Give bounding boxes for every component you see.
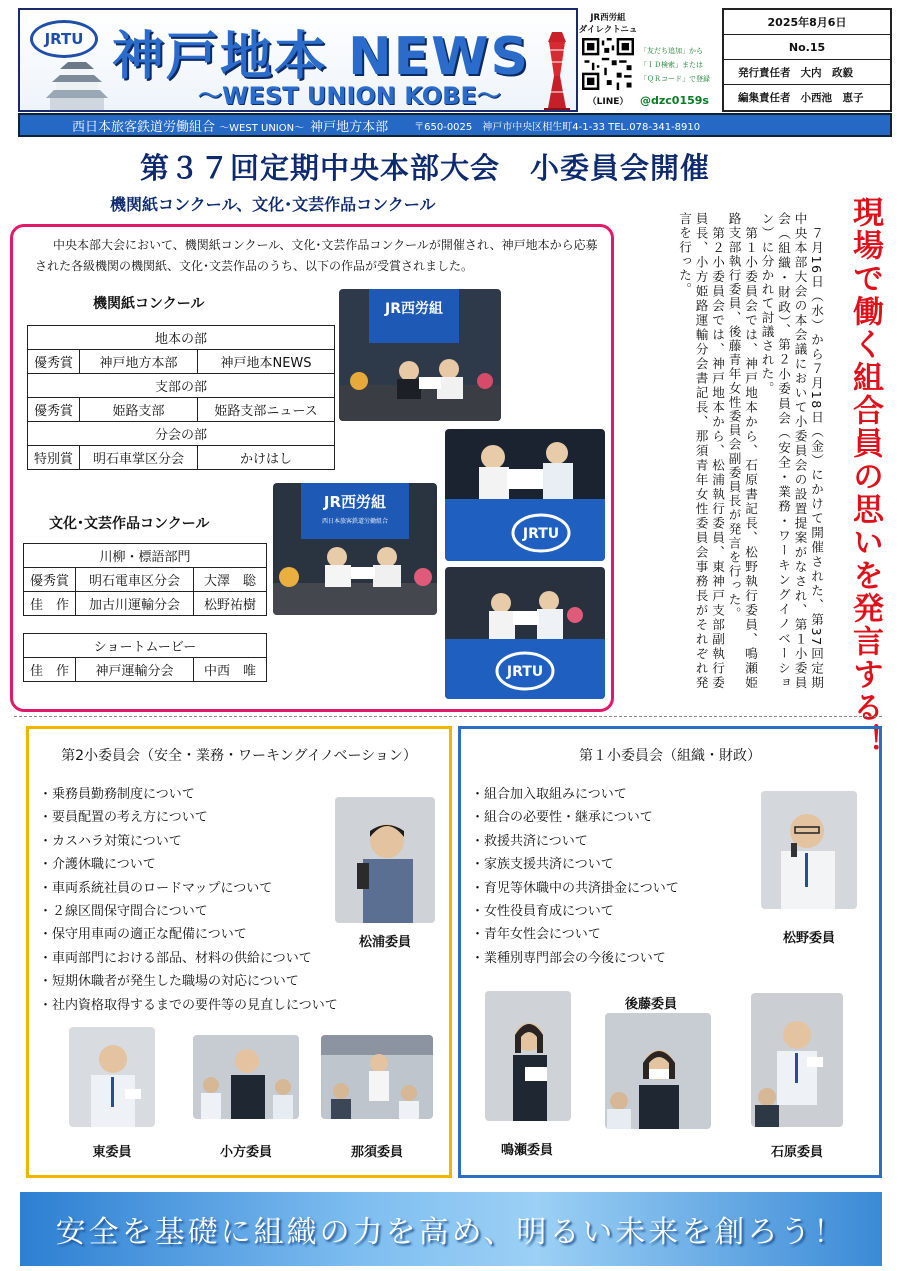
- publisher-row: [724, 60, 890, 85]
- member-photo-matsuno: [761, 791, 857, 909]
- qr-step-1: 「友だち追加」から: [640, 47, 703, 55]
- podium-logo-text-2: JRTU: [506, 664, 544, 680]
- member-name-ogata: 小方委員: [219, 1145, 272, 1160]
- award-photo-1: [339, 289, 501, 421]
- stage-banner-text: JR西労組: [385, 301, 443, 317]
- award-cell: 佳 作: [24, 592, 76, 616]
- topic-item: ・車両系統社員のロードマップについて: [39, 880, 273, 896]
- vertical-article: [624, 212, 824, 690]
- contest-intro: 中央本部大会において、機関紙コンクール、文化･文芸作品コンクールが開催され、神戸地本から応募された各級機関の機関紙、文化･文芸作品のうち、以下の作品が受賞されました。: [35, 238, 598, 273]
- stage-banner-subtext: 西日本旅客鉄道労働組合: [321, 518, 389, 525]
- work-cell: 姫路支部ニュース: [198, 398, 335, 422]
- contest-results-box: [10, 224, 614, 712]
- member-photo-ogata: [193, 1035, 299, 1119]
- publisher-name: 大内 政毅: [800, 66, 853, 79]
- article-paragraph-1: ７月16日（水）から７月18日（金）にかけて開催された、第37回定期中央本部大会の本会議において小委員会の設置提案がなされ、第１小委員会（組織・財政）、第２小委員会（安全・業務・ワーキングイノベーション）に分かれて討議された。: [759, 212, 824, 690]
- award-cell: 優秀賞: [28, 398, 80, 422]
- section-local: 分会の部: [28, 422, 335, 446]
- section-short-movie: ショートムービー: [24, 634, 267, 658]
- podium-logo-text: JRTU: [522, 526, 560, 542]
- line-label: （LINE）: [587, 97, 629, 107]
- member-photo-matsuura: [335, 797, 435, 923]
- qr-code[interactable]: [582, 38, 634, 90]
- newspaper-award-table: [27, 325, 335, 470]
- editor-row: [724, 85, 890, 110]
- member-photo-ishihara: [751, 993, 843, 1127]
- page-subheadline: 機関紙コンクール、文化･文芸作品コンクール: [110, 195, 436, 214]
- topic-item: ・短期休職者が発生した職場の対応について: [39, 974, 299, 990]
- issue-number: No.15: [724, 35, 890, 60]
- organization-bar: [18, 113, 892, 137]
- topic-item: ・業種別専門部会の今後について: [471, 950, 666, 966]
- vertical-slogan: 現場で働く組合員の思いを発言する！: [847, 196, 883, 757]
- topic-item: ・車両部門における部品、材料の供給について: [39, 950, 312, 966]
- work-cell: かけはし: [198, 446, 335, 470]
- qr-title-line1: JR西労組: [590, 13, 626, 23]
- committee-1-box: [458, 726, 882, 1178]
- port-tower-illustration: [540, 32, 574, 112]
- committee-1-title: 第１小委員会（組織・財政）: [579, 748, 761, 764]
- section-branch: 支部の部: [28, 374, 335, 398]
- author-cell: 松野祐樹: [194, 592, 267, 616]
- topic-item: ・乗務員勤務制度について: [39, 787, 195, 802]
- committee-1-topics: [471, 783, 679, 970]
- topic-item: ・組合加入取組みについて: [471, 787, 627, 802]
- masthead: [18, 8, 578, 112]
- address: 〒650-0025 神戸市中央区相生町4-1-33 TEL.078-341-8910: [414, 121, 701, 133]
- section-divider: [14, 716, 882, 717]
- line-id[interactable]: @dzc0159s: [640, 94, 709, 107]
- entrant-cell: 明石電車区分会: [76, 568, 194, 592]
- member-photo-goto: [605, 1013, 711, 1129]
- short-movie-award-table: [23, 633, 267, 682]
- topic-item: ・２線区間保守間合について: [39, 904, 208, 920]
- award-photo-3: [273, 483, 437, 615]
- entrant-cell: 神戸運輸分会: [76, 658, 194, 682]
- member-name-matsuura: 松浦委員: [358, 935, 411, 950]
- topic-item: ・青年女性会について: [471, 927, 601, 943]
- award-cell: 優秀賞: [28, 350, 80, 374]
- topic-item: ・女性役員育成について: [471, 904, 614, 920]
- masthead-title: 神戸地本 NEWS: [112, 27, 530, 87]
- member-name-higashi: 東委員: [92, 1145, 132, 1160]
- qr-step-2: 「ＩＤ検索」または: [640, 61, 703, 69]
- editor-label: 編集責任者: [738, 92, 791, 104]
- senryu-award-table: [23, 543, 267, 616]
- topic-item: ・組合の必要性・継承について: [471, 810, 653, 826]
- member-name-ishihara: 石原委員: [770, 1145, 823, 1160]
- entrant-cell: 神戸地方本部: [80, 350, 198, 374]
- member-photo-naruse: [485, 991, 571, 1121]
- topic-item: ・介護休職について: [39, 857, 156, 873]
- award-cell: 特別賞: [28, 446, 80, 470]
- committee-2-box: [26, 726, 452, 1178]
- committee-2-topics: [39, 783, 338, 1017]
- member-name-matsuno: 松野委員: [782, 931, 835, 946]
- topic-item: ・家族支援共済について: [471, 857, 614, 873]
- award-photo-2: [445, 429, 605, 561]
- topic-item: ・保守用車両の適正な配備について: [39, 927, 247, 943]
- article-paragraph-3: 第２小委員会では、神戸地本から、松浦執行委員、東神戸支部副執行委員長、小方姫路運輸分会書記長、那須青年女性委員会事務長がそれぞれ発言を行った。: [677, 212, 725, 690]
- culture-contest-title: 文化･文芸作品コンクール: [49, 516, 210, 532]
- castle-illustration: [42, 60, 112, 110]
- page-headline: 第３７回定期中央本部大会 小委員会開催: [140, 151, 711, 185]
- issue-info-box: [722, 8, 892, 112]
- author-cell: 中西 唯: [194, 658, 267, 682]
- entrant-cell: 加古川運輸分会: [76, 592, 194, 616]
- jrtu-logo: JRTU: [30, 20, 98, 58]
- author-cell: 大澤 聡: [194, 568, 267, 592]
- newspaper-contest-title: 機関紙コンクール: [93, 296, 205, 312]
- topic-item: ・救援共済について: [471, 833, 588, 849]
- entrant-cell: 姫路支部: [80, 398, 198, 422]
- topic-item: ・育児等休職中の共済掛金について: [471, 880, 679, 896]
- award-photo-4: [445, 567, 605, 699]
- issue-date: 2025年8月6日: [724, 10, 890, 35]
- headquarters-name: 神戸地方本部: [310, 119, 389, 135]
- org-name-text: 西日本旅客鉄道労働組合: [72, 119, 216, 135]
- member-name-goto: 後藤委員: [624, 997, 677, 1012]
- member-photo-nasu: [321, 1035, 433, 1119]
- stage-banner-text-2: JR西労組: [323, 493, 387, 511]
- qr-step-3: 「ＱＲコード」で登録: [640, 75, 710, 83]
- topic-item: ・要員配置の考え方について: [39, 810, 208, 826]
- award-cell: 佳 作: [24, 658, 76, 682]
- section-honbu: 地本の部: [28, 326, 335, 350]
- editor-name: 小西池 恵子: [800, 92, 864, 104]
- article-paragraph-2: 第１小委員会では、神戸地本から、石原書記長、松野執行委員、鳴瀬姫路支部執行委員、後藤青年女性委員会副委員長が発言を行った。: [726, 212, 758, 690]
- entrant-cell: 明石車掌区分会: [80, 446, 198, 470]
- publisher-label: 発行責任者: [738, 66, 791, 79]
- organization-name: [72, 116, 304, 135]
- member-name-naruse: 鳴瀬委員: [500, 1143, 553, 1158]
- topic-item: ・カスハラ対策について: [39, 833, 182, 849]
- masthead-subtitle: ～WEST UNION KOBE～: [198, 82, 501, 110]
- award-cell: 優秀賞: [24, 568, 76, 592]
- member-photo-higashi: [69, 1027, 155, 1127]
- footer-slogan: 安全を基礎に組織の力を高め、明るい未来を創ろう！: [55, 1215, 847, 1250]
- qr-title-line2: ダイレクトニュ: [578, 25, 638, 35]
- committee-2-title: 第2小委員会（安全・業務・ワーキングイノベーション）: [61, 748, 417, 764]
- line-qr-block: [578, 8, 714, 112]
- work-cell: 神戸地本NEWS: [198, 350, 335, 374]
- footer-slogan-banner: [20, 1192, 882, 1266]
- west-union-text: ～WEST UNION～: [219, 122, 305, 134]
- member-name-nasu: 那須委員: [350, 1145, 403, 1160]
- topic-item: ・社内資格取得するまでの要件等の見直しについて: [39, 997, 338, 1013]
- section-senryu: 川柳・標語部門: [24, 544, 267, 568]
